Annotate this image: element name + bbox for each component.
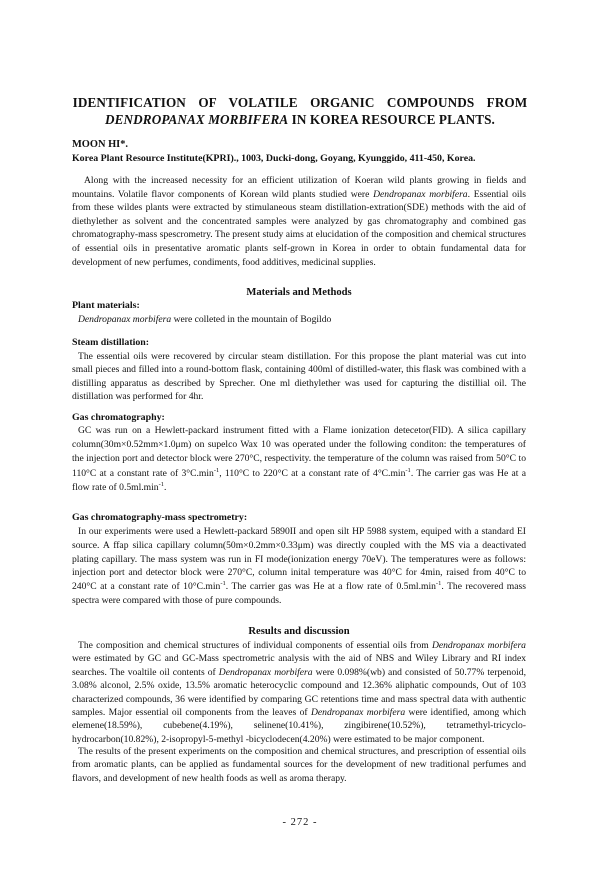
title-line-2-rest: IN KOREA RESOURCE PLANTS.: [288, 112, 495, 127]
abstract-paragraph: [72, 174, 526, 269]
gcms-text-2: . The carrier gas was He at a flow rate of 0.5ml.min: [225, 581, 436, 593]
plant-text: were colleted in the mountain of Bogildo: [171, 314, 332, 325]
gc-sup-2: -1: [405, 466, 411, 474]
gc-text-1: GC was run on a Hewlett-packard instrument fitted with a Flame ionization detecetor(FID). A silica capillary column(30m×0.52mm×1.0μm) on supelco Wax 10 was operated under the following conditon: the temperatures of the injection port and detector block were 270°C, respectivity. the temperature of the column was raised from 50°C to 110°C at a constant rate of 3°C.min: [72, 425, 526, 479]
gcms-text-1: In our experiments were used a Hewlett-packard 5890II and open silt HP 5988 system, equiped with a standard EI source. A ffap silica capillary column(50m×0.2mm×0.33μm) was directly coupled with the MS via a deactivated plating capillary. The mass system was run in FI mode(ionization energy 70eV). The temperatures were as follows: injection port and detector block were 270°C, column inital temperature was 40°C for 4min, raised from 40°C to 240°C at a constant rate of 10°C.min: [72, 526, 526, 593]
results-text-4: were identified, among which elemene(18.59%), cubebene(4.19%), selinene(10.41%), zingibirene(10.52%), tetramethyl-tricyclo-hydrocarbon(10.82%), 2-isopropyl-5-methyl -bicyclodecen(4.20%) were estimated to be major component.: [72, 707, 526, 745]
gc-text-3: . The carrier gas was He at a flow rate of 0.5ml.min: [72, 467, 526, 493]
title-line-2: [70, 111, 530, 128]
author-affiliation: Korea Plant Resource Institute(KPRI)., 1003, Ducki-dong, Goyang, Kyunggido, 411-450, Korea.: [72, 153, 476, 164]
abstract-text-2: . Essential oils from these wildes plants were extracted by stimulaneous steam distillation-extration(SDE) methods with the aid of diethylether as solvent and the concentrated samples were analyzed by gas chromatography and combined gas chromatography-mass spescrometry. The present study aims at elucidation of the composition and chemical structures of essential oils in presentative aromatic plants self-grown in Korea in order to obtain fundamental data for development of new perfumes, condiments, food additives, medicinal supplies.: [72, 188, 526, 268]
plant-materials-text: [72, 313, 526, 326]
results-paragraph-2: The results of the present experiments on the composition and chemical structures, and prescription of essential oils from aromatic plants, can be applied as fundamental sources for the development of new traditional perfumes and flavors, and development of new health foods as well as aroma therapy.: [72, 746, 526, 784]
title-species: DENDROPANAX MORBIFERA: [105, 112, 289, 127]
results-text-2: were estimated by GC and GC-Mass spectrometric analysis with the aid of NBS and Wiley Library and RI index searches. The voaltile oil contents of: [72, 653, 526, 678]
abstract-text-1: Along with the increased necessity for an efficient utilization of Koeran wild plants growing in fields and mountains. Volatile flavor components of Korean wild plants studied were: [72, 175, 526, 200]
gcms-sup-2: -1: [435, 580, 442, 587]
gcms-sup-1: -1: [220, 580, 226, 587]
results-species-1: Dendropanax morbifera: [431, 640, 526, 651]
gc-sup-3: -1: [158, 480, 165, 488]
gas-chromatography-heading: Gas chromatography:: [72, 412, 165, 423]
gcms-text-3: . The recovered mass spectra were compared with those of pure compounds.: [72, 581, 526, 606]
author-name: MOON HI*.: [72, 139, 128, 150]
gc-sup-1: -1: [213, 466, 220, 474]
gcms-heading: Gas chromatography-mass spectrometry:: [72, 512, 248, 523]
gcms-text: [72, 525, 526, 608]
methods-heading: Materials and Methods: [246, 287, 352, 298]
results-heading: Results and discussion: [248, 626, 350, 637]
page-number: - 272 -: [282, 817, 318, 828]
steam-distillation-heading: Steam distillation:: [72, 337, 150, 348]
results-text-3: were 0.098%(wb) and consisted of 50.77% terpenoid, 3.08% alconol, 2.5% oxide, 13.5% aromatic heterocyclic compound and 12.36% aliphatic compounds, Out of 103 characterized compounds, 36 were identified by comparing GC retentions time and mass spectral data with authentic samples. Major essential oil components from the leaves of: [72, 666, 526, 719]
results-species-2: Dendropanax morbifera: [218, 666, 313, 678]
results-text-1: The composition and chemical structures of individual components of essential oils from: [78, 640, 432, 651]
title-line-1: IDENTIFICATION OF VOLATILE ORGANIC COMPOUNDS FROM: [72, 95, 528, 110]
gc-text-4: .: [164, 481, 167, 493]
abstract-species: Dendropanax morbifera: [373, 188, 468, 200]
plant-materials-heading: Plant materials:: [72, 300, 140, 311]
results-species-3: Dendropanax morbifera: [310, 707, 406, 719]
paper-title: [70, 94, 530, 128]
gas-chromatography-text: [72, 424, 526, 495]
steam-distillation-text: The essential oils were recovered by circular steam distillation. For this propose the plant material was cut into small pieces and filled into a round-bottom flask, containing 400ml of distilled-water, this flask was combined with a distilling apparatus as described by Sprecher. One ml diethylether was used for capturing the distillial oil. The distillation was performed for 4hr.: [72, 351, 526, 403]
results-paragraph-1: [72, 639, 526, 746]
gc-text-2: , 110°C to 220°C at a constant rate of 4°C.min: [219, 467, 406, 479]
plant-species: Dendropanax morbifera: [78, 314, 172, 325]
